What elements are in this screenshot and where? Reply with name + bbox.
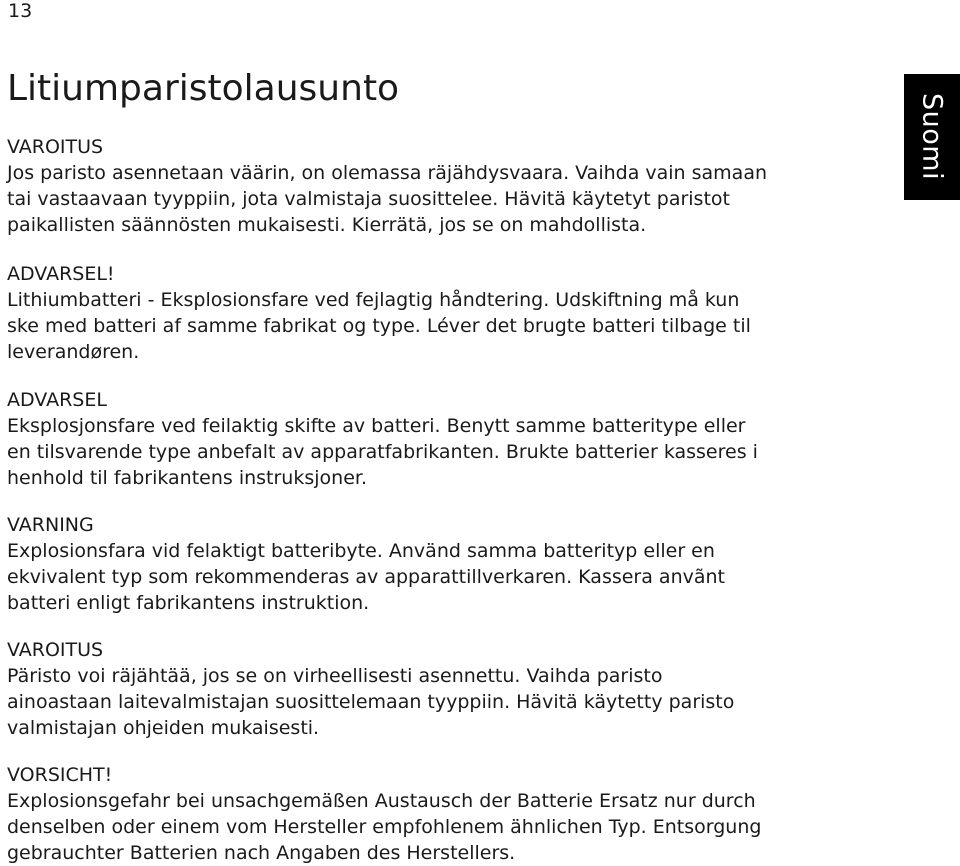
warning-section-finnish (7, 134, 892, 238)
page-number: 13 (8, 0, 33, 22)
warning-section-danish (7, 261, 892, 365)
warning-section-swedish (7, 512, 892, 616)
section-heading: ADVARSEL! (7, 263, 115, 285)
section-heading: VAROITUS (7, 136, 104, 158)
language-tab-label: Suomi (916, 93, 948, 181)
section-text: Explosionsfara vid felaktigt batteribyte. Använd samma batterityp eller en ekvivalent typ som rekommenderas av apparattillverkaren. Kassera anvãnt batteri enligt fabrikantens instruktion. (7, 540, 725, 614)
section-text: Päristo voi räjähtää, jos se on virheellisesti asennettu. Vaihda paristo ainoastaan laitevalmistajan suosittelemaan tyyppiin. Hävitä käytetty paristo valmistajan ohjeiden mukaisesti. (7, 665, 735, 739)
page-title: Litiumparistolausunto (7, 68, 400, 109)
section-text: Explosionsgefahr bei unsachgemäßen Austausch der Batterie Ersatz nur durch denselben oder einem vom Hersteller empfohlenem ähnlichen Typ. Entsorgung gebrauchter Batterien nach Angaben des Herstellers. (7, 790, 762, 864)
warning-section-german (7, 762, 892, 866)
language-tab (904, 74, 960, 200)
section-text: Jos paristo asennetaan väärin, on olemassa räjähdysvaara. Vaihda vain samaan tai vastaavaan tyyppiin, jota valmistaja suosittelee. Hävitä käytetyt paristot paikallisten säännösten mukaisesti. Kierrätä, jos se on mahdollista. (7, 162, 768, 236)
section-heading: VARNING (7, 514, 94, 536)
warning-sections (7, 134, 892, 866)
section-text: Lithiumbatteri - Eksplosionsfare ved fejlagtig håndtering. Udskiftning må kun ske med batteri af samme fabrikat og type. Léver det brugte batteri tilbage til leverandøren. (7, 289, 751, 363)
warning-section-finnish-2 (7, 637, 892, 741)
warning-section-norwegian (7, 387, 892, 491)
section-heading: ADVARSEL (7, 389, 107, 411)
section-text: Eksplosjonsfare ved feilaktig skifte av batteri. Benytt samme batteritype eller en tilsvarende type anbefalt av apparatfabrikanten. Brukte batterier kasseres i henhold til fabrikantens instruksjoner. (7, 415, 758, 489)
section-heading: VORSICHT! (7, 764, 113, 786)
section-heading: VAROITUS (7, 639, 104, 661)
